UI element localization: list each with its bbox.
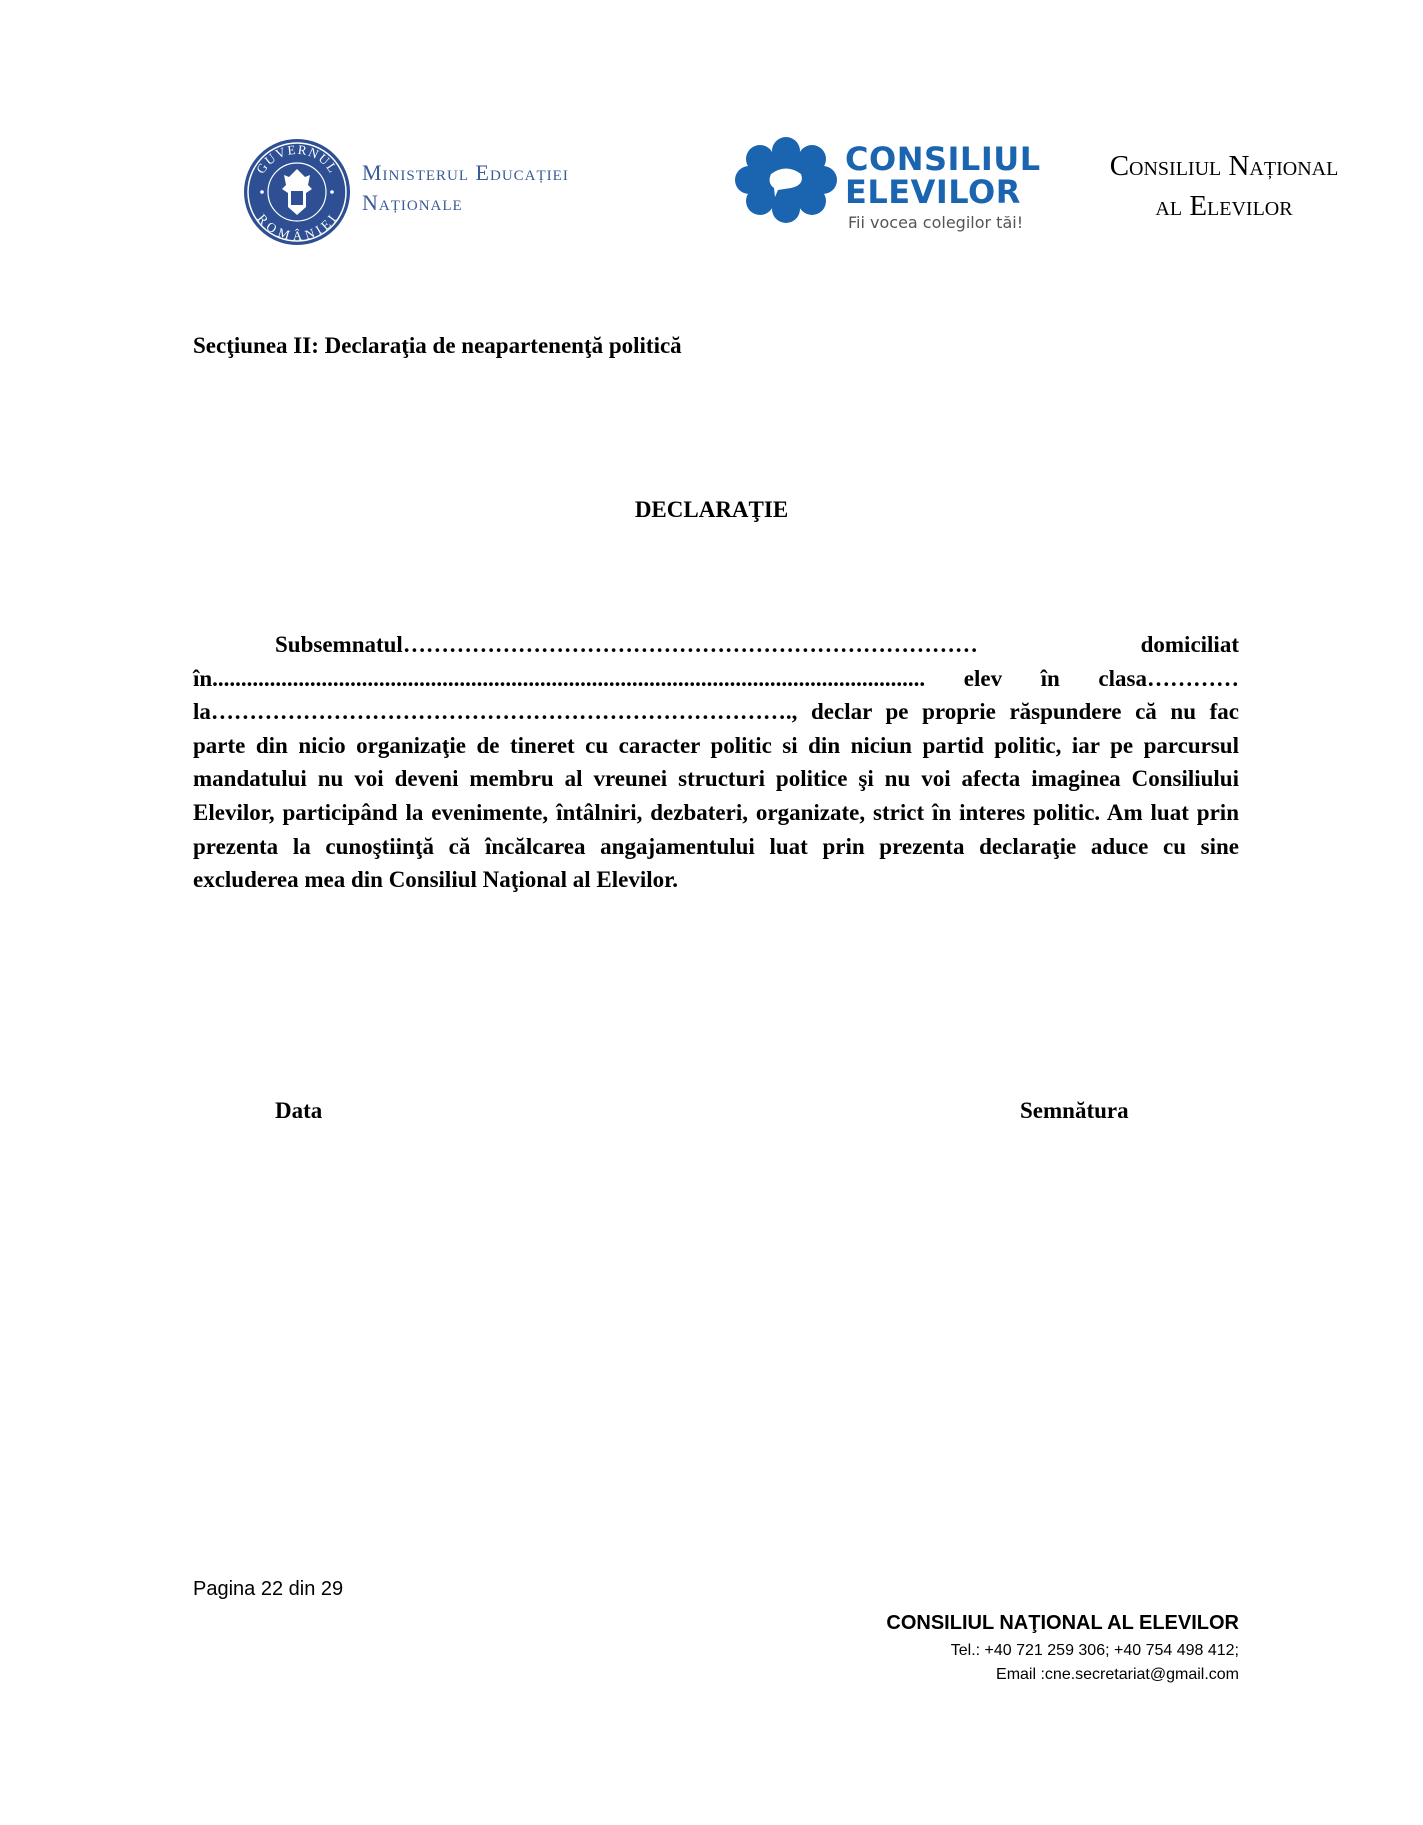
consiliul-elevilor-flower-icon (731, 137, 841, 223)
signature-label: Semnătura (1020, 1098, 1129, 1123)
ministry-name (362, 158, 569, 218)
footer-phone: Tel.: +40 721 259 306; +40 754 498 412; (950, 1642, 1239, 1659)
footer-contact (700, 1607, 1239, 1687)
government-seal-logo (242, 137, 352, 247)
declaration-body (193, 628, 1239, 897)
footer-email: Email :cne.secretariat@gmail.com (996, 1666, 1239, 1683)
consiliul-elevilor-logo-text (845, 140, 1041, 211)
ministry-line-1: Ministerul Educației (362, 160, 569, 185)
svg-text:GUVERNUL: GUVERNUL (252, 141, 342, 177)
cne-header-title (1064, 146, 1384, 226)
date-label: Data (275, 1098, 323, 1123)
ce-logo-line-2: ELEVILOR (845, 173, 1021, 211)
declaration-title: DECLARAŢIE (634, 497, 789, 522)
svg-text:ROMÂNIEI: ROMÂNIEI (254, 210, 340, 244)
ce-logo-line-1: CONSILIUL (845, 140, 1041, 178)
footer-org-name: CONSILIUL NAŢIONAL AL ELEVILOR (886, 1612, 1239, 1634)
ministry-line-2: Naționale (362, 190, 463, 215)
coat-of-arms-icon (242, 137, 352, 247)
declaration-paragraph: Subsemnatul………………………………………………………………… domiciliat în............................................................................................................................ elev în clasa…………la…………………………………………………………………., declar pe proprie răspundere că nu fac parte din nicio organizaţie de tineret cu caracter politic si din niciun partid politic, iar pe parcursul mandatului nu voi deveni membru al vreunei structuri politice şi nu voi afecta imaginea Consiliului Elevilor, participând la evenimente, întâlniri, dezbateri, organizate, strict în interes politic. Am luat prin prezenta la cunoştiinţă că încălcarea angajamentului luat prin prezenta declaraţie aduce cu sine excluderea mea din Consiliul Naţional al Elevilor. (193, 632, 1239, 893)
cne-title-line-1: Consiliul Național (1109, 150, 1339, 182)
ce-tagline: Fii vocea colegilor tăi! (848, 213, 1024, 232)
page-number: Pagina 22 din 29 (193, 1578, 344, 1600)
cne-title-line-2: al Elevilor (1155, 190, 1293, 222)
section-title: Secţiunea II: Declaraţia de neapartenenţă politică (193, 333, 682, 358)
